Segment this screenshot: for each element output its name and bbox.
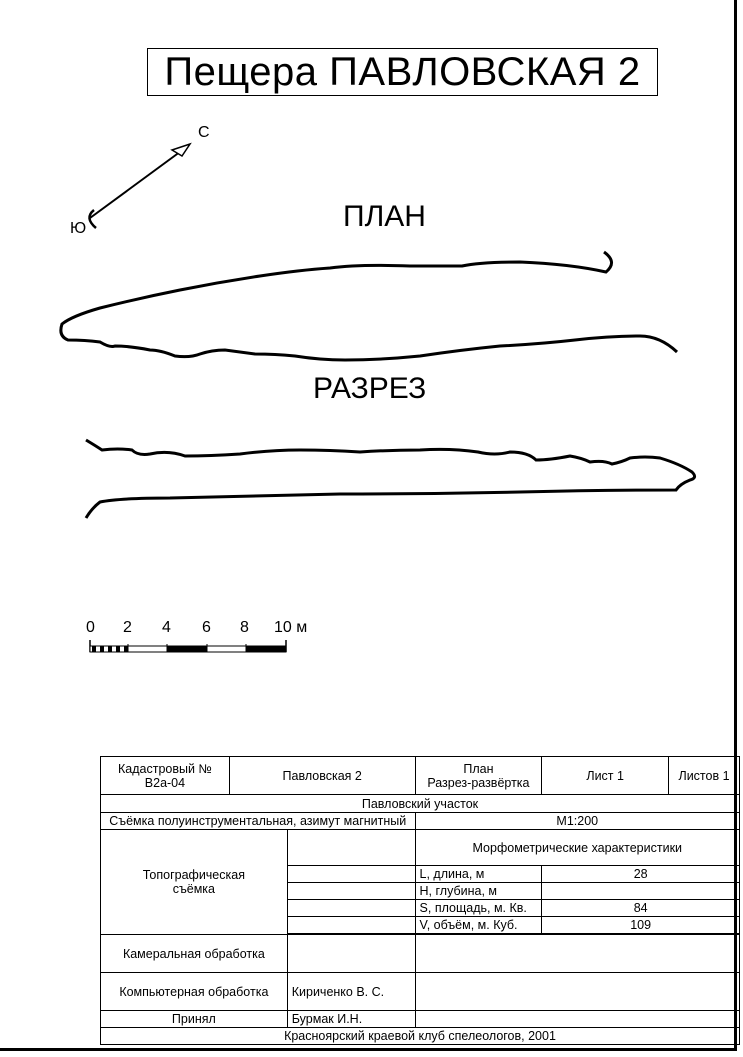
blank-cell: [287, 866, 415, 883]
club-cell: Красноярский краевой клуб спелеологов, 2001: [101, 1028, 740, 1045]
computer-person-cell: Кириченко В. С.: [287, 973, 415, 1011]
page-title-text: Пещера ПАВЛОВСКАЯ 2: [164, 49, 641, 94]
survey-method-cell: Съёмка полуинструментальная, азимут магнитный: [101, 813, 416, 830]
blank-cell: [287, 900, 415, 917]
morph-value-cell: 109: [542, 917, 740, 934]
sheets-count-cell: Листов 1: [669, 757, 740, 795]
compass-north-label: С: [198, 124, 210, 141]
topo-survey-cell: Топографическая съёмка: [101, 830, 288, 935]
compass-arrow-icon: [89, 144, 190, 228]
cameral-cell: Камеральная обработка: [101, 935, 288, 973]
blank-cell: [415, 1011, 739, 1028]
morph-label-cell: H, глубина, м: [415, 883, 542, 900]
scale-tick-label: 0: [86, 619, 95, 636]
scale-tick-label: 10 м: [274, 619, 308, 636]
scale-tick-label: 8: [240, 619, 249, 636]
scale-tick-label: 2: [123, 619, 132, 636]
blank-cell: [287, 935, 415, 973]
blank-cell: [287, 830, 415, 866]
accepted-cell: Принял: [101, 1011, 288, 1028]
scale-tick-label: 6: [202, 619, 211, 636]
morph-label-cell: V, объём, м. Куб.: [415, 917, 542, 934]
plan-label: ПЛАН: [343, 200, 426, 233]
blank-cell: [415, 935, 739, 973]
drawing-type-cell: План Разрез-развёртка: [415, 757, 542, 795]
title-block: [100, 756, 740, 1045]
plan-outline: [61, 252, 677, 360]
morph-title-cell: Морфометрические характеристики: [415, 830, 739, 866]
morph-value-cell: [542, 883, 740, 900]
accepted-person-cell: Бурмак И.Н.: [287, 1011, 415, 1028]
morph-value-cell: 28: [542, 866, 740, 883]
scale-tick-label: 4: [162, 619, 171, 636]
blank-cell: [287, 917, 415, 934]
section-label: РАЗРЕЗ: [313, 372, 427, 405]
section-outline: [86, 440, 695, 518]
blank-cell: [415, 973, 739, 1011]
computer-cell: Компьютерная обработка: [101, 973, 288, 1011]
sheet-cell: Лист 1: [542, 757, 669, 795]
morph-label-cell: L, длина, м: [415, 866, 542, 883]
morph-value-cell: 84: [542, 900, 740, 917]
morph-label-cell: S, площадь, м. Кв.: [415, 900, 542, 917]
cave-name-cell: Павловская 2: [229, 757, 415, 795]
cadastral-cell: Кадастровый № В2а-04: [101, 757, 230, 795]
scale-bar: [90, 640, 286, 652]
scale-cell: М1:200: [415, 813, 739, 830]
area-cell: Павловский участок: [101, 795, 740, 813]
compass-south-label: Ю: [70, 220, 87, 237]
blank-cell: [287, 883, 415, 900]
